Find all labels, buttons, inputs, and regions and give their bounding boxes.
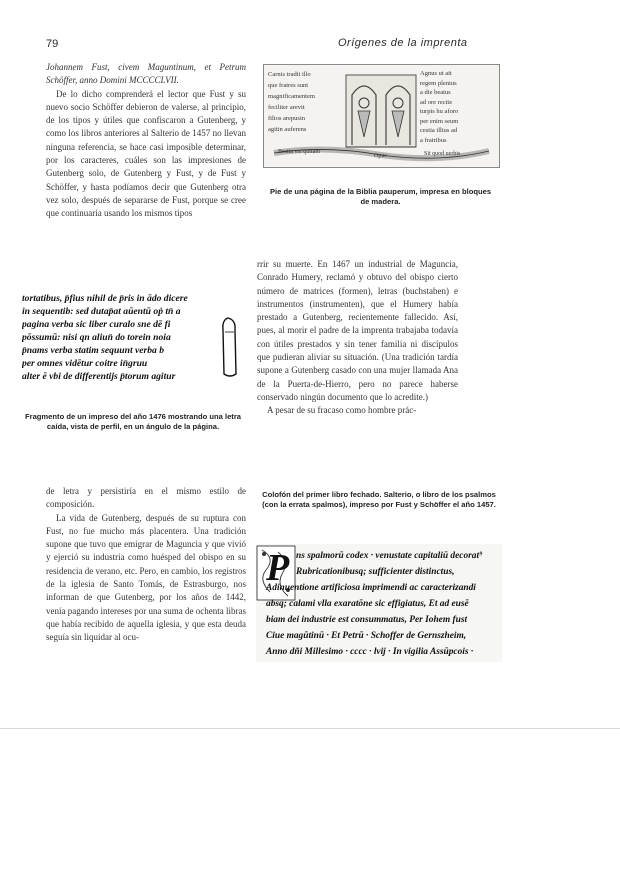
text-line: Agnus ut ait: [420, 70, 452, 77]
colophon-line: Anno dñi Millesimo · cccc · lvij · In vigilia Assūpcois ·: [266, 647, 474, 657]
colophon-text: [266, 548, 502, 660]
left-text-block: [268, 69, 344, 135]
text-line: magnificamentem: [268, 93, 315, 100]
text-line: a fratribus: [420, 136, 447, 144]
paragraph: La vida de Gutenberg, después de su ruptura con Fust, no fue mucho más placentera. Una tradición supone que tuvo que emigrar de Maguncia y que vivió y ejerció su industria como huésped del obispo en su residencia de verano, etc. Pero, en cambio, los registros de la iglesia de Santo Tomás, de Estrasburgo, nos informan de que Gutenberg, por los años de 1442, venía pagando intereses por una suma de ochenta libras que había recibido de aquella iglesia, y que esta deuda seguía sin liquidar al ocu-: [46, 512, 246, 643]
initial-letter: P: [266, 547, 290, 589]
salterio-caption: Colofón del primer libro fechado. Salterio, o libro de los psalmos (con la errata spalmos), impreso por Fust y Schöffer el año 1457.: [262, 490, 496, 510]
text-line: ad ore recite: [420, 98, 453, 106]
biblia-pauperum-woodcut: [263, 64, 500, 168]
column-1-bottom: [46, 485, 246, 645]
text-line: Carnis tradit illo: [268, 71, 311, 78]
salterio-colophon: [256, 544, 502, 662]
running-title: Orígenes de la imprenta: [338, 37, 468, 49]
banner-right-text: Sit quod uerbis: [424, 151, 461, 157]
right-text-block: [420, 69, 496, 145]
gothic-line: p̄nams verba statim sequunt verba b: [22, 345, 165, 356]
colophon-line: Ciue magūtinū · Et Petrū · Schoffer de Gernszheim,: [266, 631, 467, 641]
page-number: 79: [46, 38, 59, 50]
colophon-line: Adinuentione artificiosa imprimendi ac caracterizandi: [266, 583, 476, 593]
gothic-line: in sequentib: sed dutap̄at aūentū oṗ tn̄ a: [22, 306, 181, 317]
fallen-type-icon: [218, 316, 242, 380]
text-line: a die beatus: [420, 89, 451, 96]
colophon-line: biam dei industrie est consummatus, Per Iohem fust: [266, 615, 468, 625]
column-2-middle: [257, 258, 458, 418]
gothic-line: pōssumū: nisi qn aliun̄ do torein noia: [22, 332, 171, 343]
column-1-top: [46, 61, 246, 221]
colophon-line: absq; calami vlla exaratōne sic effigiatus, Et ad eusē: [266, 599, 469, 609]
banner-left-text: Bestia ver'quitam: [278, 149, 320, 155]
gothic-line: alter ē vbi de differentijs p̄torum agitur: [22, 371, 176, 382]
biblia-caption: Pie de una página de la Biblia pauperum, impresa en bloques de madera.: [269, 187, 492, 207]
lead-italic-text: Johannem Fust, civem Maguntinum, et Petrum Schöffer, anno Domini MCCCCLVII.: [46, 62, 246, 86]
text-line: que fratres sunt: [268, 82, 309, 89]
paragraph: rrir su muerte. En 1467 un industrial de Maguncia, Conrado Humery, reclamó y obtuvo del obispo cierto número de matrices (formen), letras (buchstaben) e instrumentos (instrumenten), que el Humery había prestado a Gutenberg, recientemente fallecido. Así, pues, al morir el padre de la imprenta trabajaba todavía con útiles prestados y sin tener familia ni discípulos que pudieran aliviar su situación. (Una tradición tardía supone a Gutenberg casado con una mujer llamada Ana de la Puerta-de-Hierro, pero no parece haberse conservado ningún documento que lo acredite.): [257, 259, 458, 402]
fragmento-1476-print: [22, 292, 250, 386]
fragmento-caption: Fragmento de un impreso del año 1476 mostrando una letra caída, vista de perfil, en un ángulo de la página.: [24, 412, 242, 432]
paragraph: A pesar de su fracaso como hombre prác-: [267, 405, 417, 416]
paragraph: de letra y persistiría en el mismo estilo de composición.: [46, 486, 246, 510]
text-line: agitin auferens: [268, 126, 307, 133]
colophon-line: ns spalmorū codex · venustate capitaliū decorat⁹: [296, 551, 483, 561]
page-edge-divider: [0, 728, 620, 729]
gothic-line: per omnes vidētur coitre in̄gruu: [22, 358, 148, 369]
paragraph: De lo dicho comprenderá el lector que Fust y su nuevo socio Schöffer debieron de valerse, al principio, de los tipos y útiles que confiscaron a Gutenberg, y como los libros anteriores al Salterio de 1457 no llevan ninguna referencia, se hace casi imposible determinar, por los caracteres, cuáles son las impresiones de Gutenberg solo, de Gutenberg y Fust, y de Fust y Schöffer, y hasta podíamos decir que Gutenberg otra vez solo, después de separarse de Fust, porque se cree que continuaría usando los mismos tipos: [46, 88, 246, 219]
gothic-line: pagina verba sic liber curalo sne dē fi: [22, 319, 171, 330]
text-line: regem plenius: [420, 79, 457, 87]
text-line: filios arepusin: [268, 115, 306, 122]
banner-mid-text: Opus: [374, 153, 387, 159]
gothic-text-block: [22, 292, 250, 383]
text-line: feciliter arevit: [268, 104, 305, 111]
text-line: turpis hu aforo: [420, 108, 459, 115]
gothic-line: tortatibus, p̄fius nihil de p̄ris in ādo dicere: [22, 293, 188, 304]
text-line: per enim seum: [420, 117, 459, 125]
text-line: cestia illius ad: [420, 127, 458, 134]
colophon-line: Rubricationibusq; sufficienter distinctus,: [296, 567, 455, 577]
